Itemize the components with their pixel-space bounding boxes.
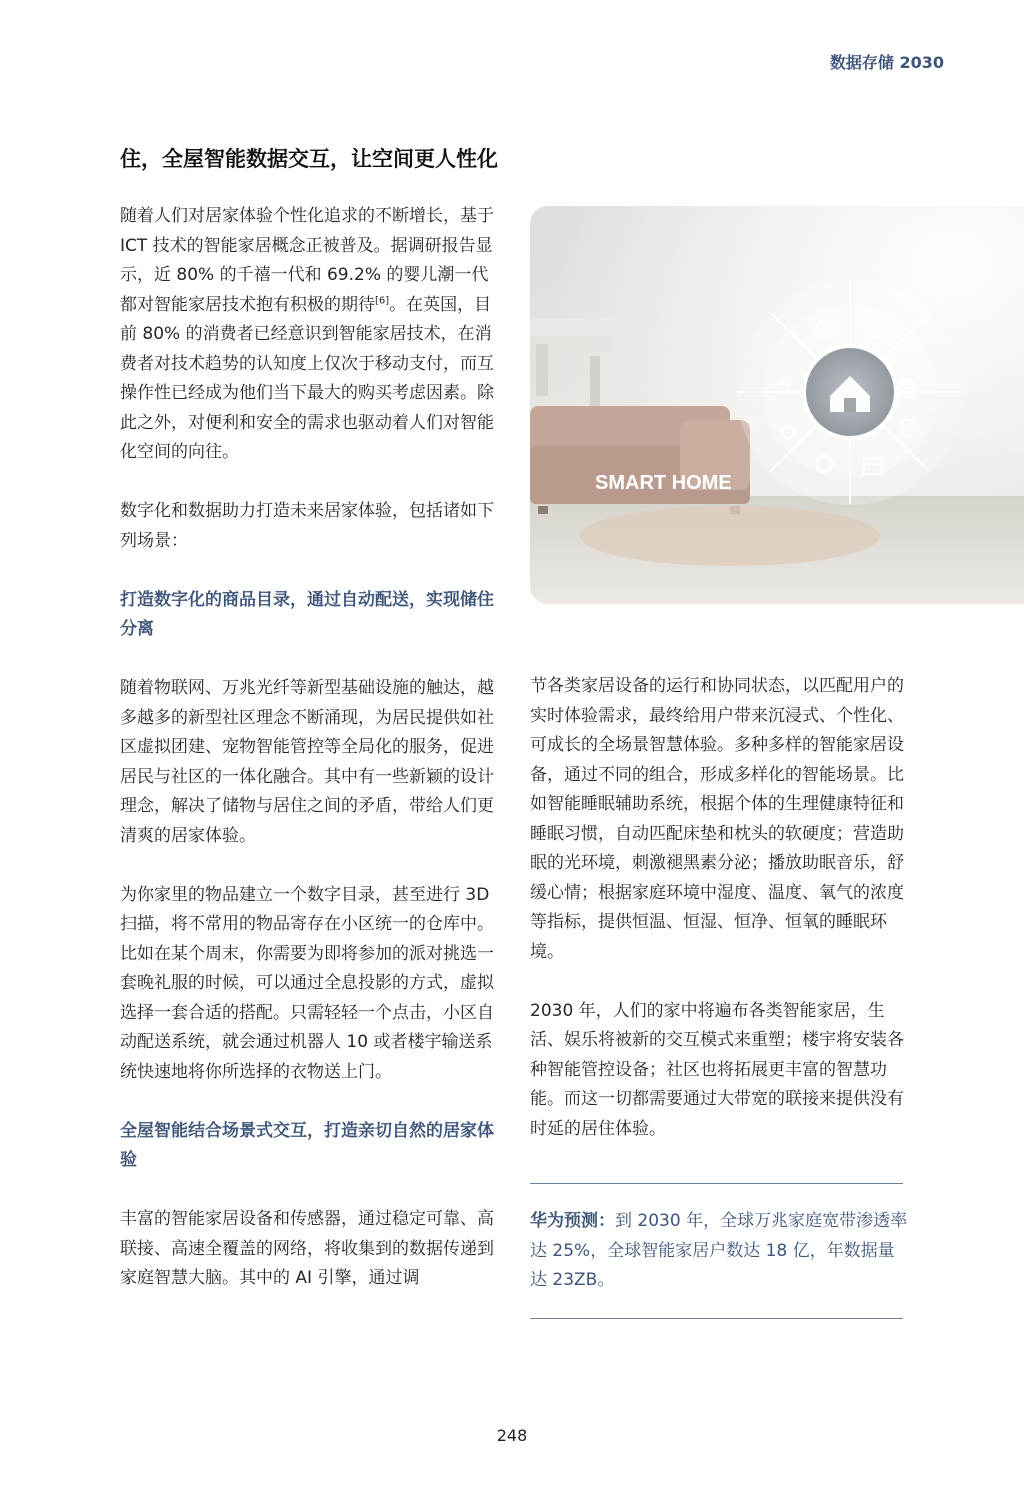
callout-text: 到 2030 年，全球万兆家庭宽带渗透率达 25%，全球智能家居户数达 18 亿，年数据量达 23ZB。 xyxy=(530,1211,908,1290)
intro-text-continued: 。在英国，目前 80% 的消费者已经意识到智能家居技术，在消费者对技术趋势的认知度上仅次于移动支付，而互操作性已经成为他们当下最大的购买考虑因素。除此之外，对便利和安全的需求也驱动着人们对智能化空间的向往。 xyxy=(120,294,494,462)
right-column xyxy=(530,672,908,1174)
callout-lead: 华为预测： xyxy=(530,1211,615,1231)
outlook-2030-paragraph: 2030 年，人们的家中将遍布各类智能家居，生活、娱乐将被新的交互模式来重塑；楼宇将安装各种智能管控设备；社区也将拓展更丰富的智慧功能。而这一切都需要通过大带宽的联接来提供没有时延的居住体验。 xyxy=(530,1000,904,1139)
reference-marker: [6] xyxy=(375,294,390,306)
huawei-prediction-callout xyxy=(530,1207,908,1296)
smart-devices-paragraph: 丰富的智能家居设备和传感器，通过稳定可靠、高联接、高速全覆盖的网络，将收集到的数据传递到家庭智慧大脑。其中的 AI 引擎，通过调 xyxy=(120,1209,494,1288)
intro-text: 随着人们对居家体验个性化追求的不断增长，基于 ICT 技术的智能家居概念正被普及。据调研报告显示，近 80% 的千禧一代和 69.2% 的婴儿潮一代都对智能家居技术抱有积极的期待 xyxy=(120,206,494,315)
page-number: 248 xyxy=(496,1426,528,1445)
community-paragraph: 随着物联网、万兆光纤等新型基础设施的触达，越多越多的新型社区理念不断涌现，为居民提供如社区虚拟团建、宠物智能管控等全局化的服务，促进居民与社区的一体化融合。其中有一些新颖的设计理念，解决了储物与居住之间的矛盾，带给人们更清爽的居家体验。 xyxy=(120,678,494,846)
left-column xyxy=(120,202,498,1323)
section-title: 住，全屋智能数据交互，让空间更人性化 xyxy=(120,147,498,171)
running-header: 数据存储 2030 xyxy=(829,53,944,72)
sleep-system-paragraph: 节各类家居设备的运行和协同状态，以匹配用户的实时体验需求，最终给用户带来沉浸式、个性化、可成长的全场景智慧体验。多种多样的智能家居设备，通过不同的组合，形成多样化的智能场景。比如智能睡眠辅助系统，根据个体的生理健康特征和睡眠习惯，自动匹配床垫和枕头的软硬度；营造助眠的光环境，刺激褪黑素分泌；播放助眠音乐，舒缓心情；根据家庭环境中湿度、温度、氧气的浓度等指标，提供恒温、恒湿、恒净、恒氧的睡眠环境。 xyxy=(530,676,904,962)
subheading-whole-house: 全屋智能结合场景式交互，打造亲切自然的居家体验 xyxy=(120,1120,494,1170)
callout-bottom-rule xyxy=(530,1318,903,1319)
scenario-intro-paragraph: 数字化和数据助力打造未来居家体验，包括诸如下列场景： xyxy=(120,501,494,551)
smart-home-image xyxy=(530,206,1024,604)
callout-top-rule xyxy=(530,1183,903,1184)
intro-paragraph xyxy=(120,202,498,468)
digital-catalog-paragraph: 为你家里的物品建立一个数字目录，甚至进行 3D 扫描，将不常用的物品寄存在小区统一的仓库中。比如在某个周末，你需要为即将参加的派对挑选一套晚礼服的时候，可以通过全息投影的方式，虚拟选择一套合适的搭配。只需轻轻一个点击，小区自动配送系统，就会通过机器人 10 或者楼宇输送系统快速地将你所选择的衣物送上门。 xyxy=(120,884,494,1082)
subheading-digital-catalog: 打造数字化的商品目录，通过自动配送，实现储住分离 xyxy=(120,589,494,639)
smart-home-caption: SMART HOME xyxy=(595,472,732,494)
